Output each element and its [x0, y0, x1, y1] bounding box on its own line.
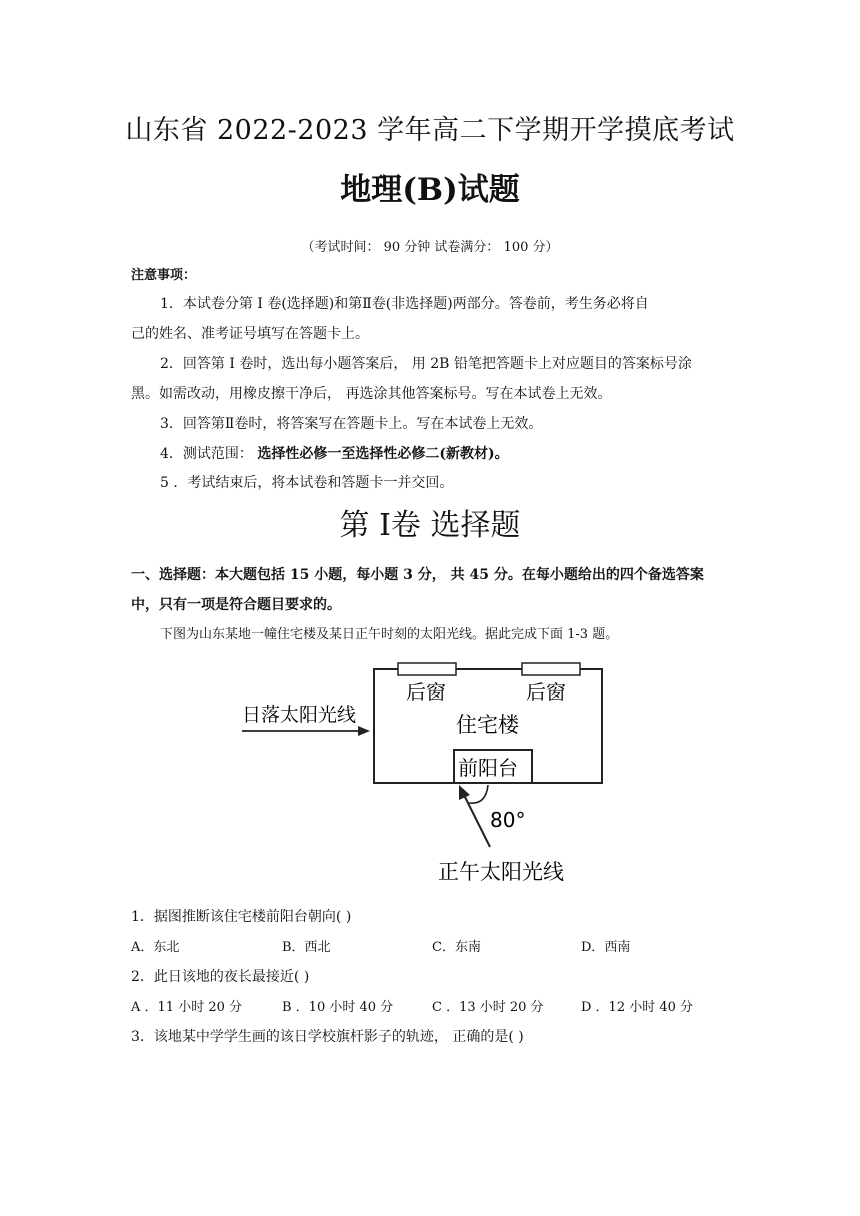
notice-item-2-line-1: 2．回答第 Ⅰ 卷时，选出每小题答案后， 用 2B 铅笔把答题卡上对应题目的答案标号涂 [160, 356, 692, 372]
notice-item-4-prefix: 4．测试范围： [160, 446, 253, 462]
notice-item-3: 3．回答第Ⅱ卷时，将答案写在答题卡上。写在本试卷上无效。 [160, 416, 543, 432]
question-2-option-a: A ．11 小时 20 分 [131, 1000, 243, 1015]
building-label: 住宅楼 [456, 713, 519, 737]
sunset-ray-arrowhead [358, 726, 370, 736]
noon-ray-label: 正午太阳光线 [438, 860, 564, 884]
notice-item-2-line-2: 黑。如需改动，用橡皮擦干净后， 再选涂其他答案标号。写在本试卷上无效。 [131, 386, 612, 402]
angle-label: 80° [490, 808, 526, 832]
section-title: 第 Ⅰ卷 选择题 [339, 508, 521, 543]
exam-subject-title: 地理(B)试题 [340, 172, 520, 208]
question-1-option-b: B．西北 [282, 940, 331, 955]
rear-window-left [398, 663, 456, 675]
notice-item-4 [160, 443, 509, 463]
building-sunlight-figure [230, 655, 610, 890]
notice-item-1-line-1: 1．本试卷分第 Ⅰ 卷(选择题)和第Ⅱ卷(非选择题)两部分。答卷前，考生务必将自 [160, 296, 649, 312]
front-balcony-label: 前阳台 [458, 756, 518, 780]
question-2-option-b: B ．10 小时 40 分 [282, 1000, 394, 1015]
exam-info: （考试时间： 90 分钟 试卷满分： 100 分） [301, 240, 559, 255]
question-1-stem: 1．据图推断该住宅楼前阳台朝向( ) [131, 909, 352, 925]
question-1-option-d: D．西南 [581, 940, 631, 955]
notice-heading: 注意事项： [131, 268, 197, 283]
part1-heading-line-1: 一、选择题：本大题包括 15 小题，每小题 3 分， 共 45 分。在每小题给出的四个备选答案 [131, 567, 704, 583]
rear-window-right-label: 后窗 [526, 680, 566, 704]
question-3-stem: 3．该地某中学学生画的该日学校旗杆影子的轨迹， 正确的是( ) [131, 1029, 524, 1045]
notice-item-4-scope: 选择性必修一至选择性必修二(新教材)。 [257, 446, 509, 462]
notice-item-5: 5 ．考试结束后，将本试卷和答题卡一并交回。 [160, 475, 454, 491]
question-2-stem: 2．此日该地的夜长最接近( ) [131, 969, 310, 985]
question-2-option-c: C ．13 小时 20 分 [432, 1000, 544, 1015]
part1-heading-line-2: 中，只有一项是符合题目要求的。 [131, 597, 341, 613]
question-1-option-a: A．东北 [131, 940, 180, 955]
exam-title: 山东省 2022-2023 学年高二下学期开学摸底考试 [125, 115, 735, 146]
rear-window-left-label: 后窗 [406, 680, 446, 704]
angle-arc [469, 785, 488, 803]
question-1-option-c: C．东南 [432, 940, 481, 955]
question-2-option-d: D ．12 小时 40 分 [581, 1000, 694, 1015]
part1-intro: 下图为山东某地一幢住宅楼及某日正午时刻的太阳光线。据此完成下面 1-3 题。 [160, 627, 619, 642]
sunset-ray-label: 日落太阳光线 [242, 704, 357, 726]
notice-item-1-line-2: 己的姓名、准考证号填写在答题卡上。 [131, 326, 369, 342]
rear-window-right [522, 663, 580, 675]
